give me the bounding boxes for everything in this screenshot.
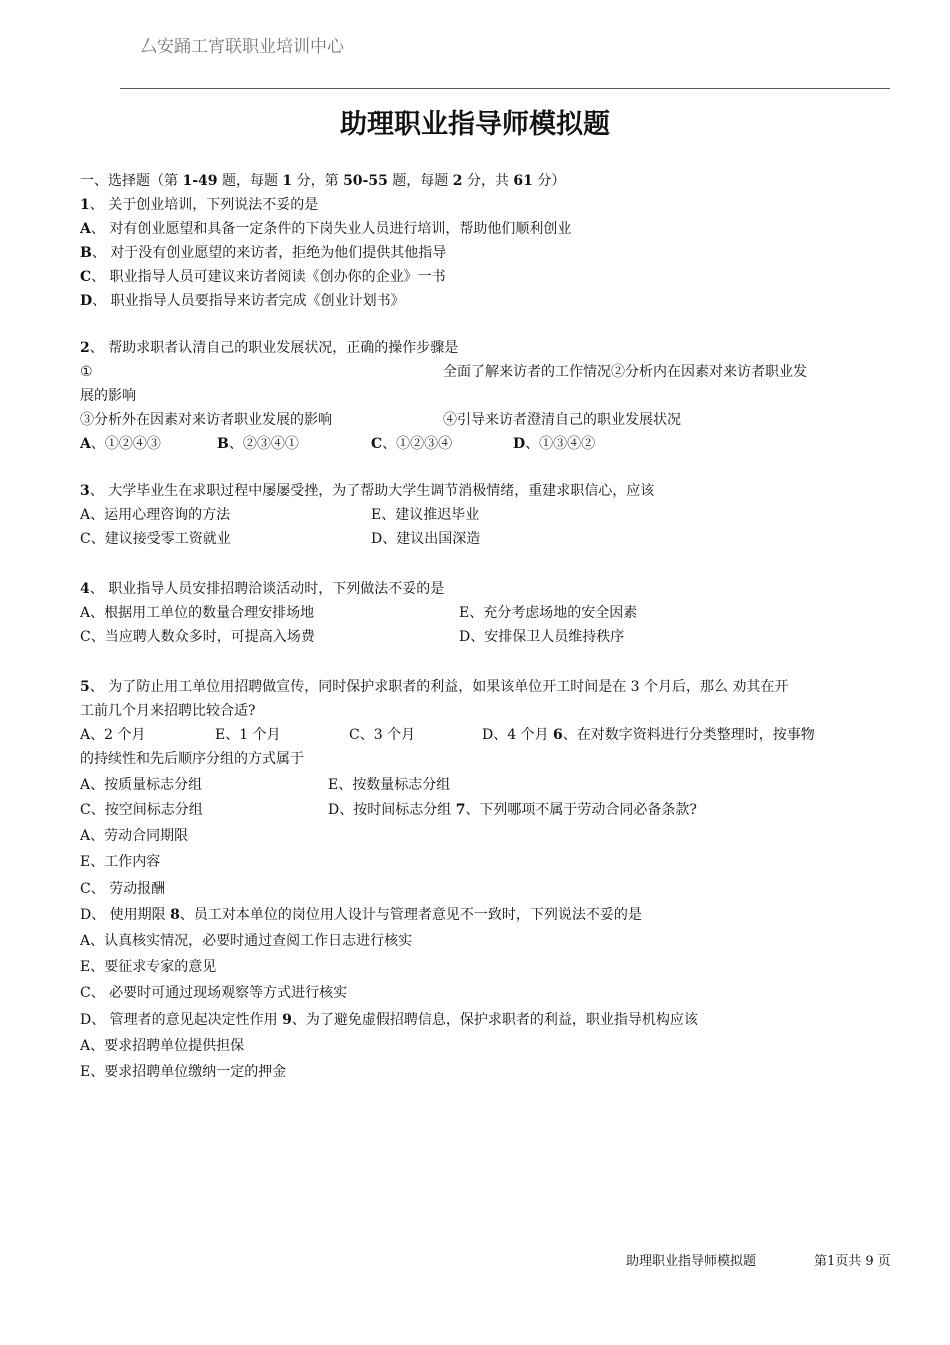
question-7-option-d-and-question-8-stem: D、 使用期限 8、员工对本单位的岗位用人设计与管理者意见不一致时，下列说法不妥的是 <box>80 907 642 923</box>
question-7-option-a: A、劳动合同期限 <box>80 828 189 844</box>
question-6-option-d-and-question-7-stem: D、按时间标志分组 7、下列哪项不属于劳动合同必备条款? <box>328 802 697 818</box>
document-title: 助理职业指导师模拟题 <box>340 109 610 140</box>
question-2-option-b: B、②③④① <box>217 436 299 452</box>
question-5-option-d-and-question-6-stem: D、4 个月 6、在对数字资料进行分类整理时，按事物 <box>482 727 815 743</box>
question-1-option-a: A、 对有创业愿望和具备一定条件的下岗失业人员进行培训，帮助他们顺利创业 <box>80 221 572 237</box>
question-2-option-c: C、①②③④ <box>371 436 453 452</box>
footer-page-number: 第1页共 9 页 <box>814 1254 891 1269</box>
question-1-stem: 1、 关于创业培训，下列说法不妥的是 <box>80 197 319 213</box>
question-4-option-a: A、根据用工单位的数量合理安排场地 <box>80 605 315 621</box>
question-6-option-b: E、按数量标志分组 <box>328 777 451 793</box>
question-2-step-3: ③分析外在因素对来访者职业发展的影响 <box>80 412 332 428</box>
question-2-step-marker: ① <box>80 364 93 380</box>
question-8-option-a: A、认真核实情况，必要时通过查阅工作日志进行核实 <box>80 933 413 949</box>
question-8-option-c: C、 必要时可通过现场观察等方式进行核实 <box>80 985 348 1001</box>
question-4-option-d: D、安排保卫人员维持秩序 <box>459 629 625 645</box>
question-3-option-b: E、建议推迟毕业 <box>371 507 480 523</box>
question-3-option-c: C、建议接受零工资就业 <box>80 531 231 547</box>
question-1-option-d: D、 职业指导人员要指导来访者完成《创业计划书》 <box>80 293 405 309</box>
question-2-steps-cont: 展的影响 <box>80 388 136 404</box>
footer-title: 助理职业指导师模拟题 <box>626 1254 757 1269</box>
question-5-stem: 5、 为了防止用工单位用招聘做宣传，同时保护求职者的利益，如果该单位开工时间是在 3 个月后，那么 劝其在开 <box>80 679 789 695</box>
question-7-option-b: E、工作内容 <box>80 854 161 870</box>
question-5-stem-cont: 工前几个月来招聘比较合适? <box>80 703 256 719</box>
question-6-stem-cont: 的持续性和先后顺序分组的方式属于 <box>80 751 304 767</box>
question-5-option-c: C、3 个月 <box>349 727 416 743</box>
question-3-stem: 3、 大学毕业生在求职过程中屡屡受挫，为了帮助大学生调节消极情绪，重建求职信心，应该 <box>80 483 655 499</box>
question-9-option-a: A、要求招聘单位提供担保 <box>80 1038 245 1054</box>
question-1-option-b: B、 对于没有创业愿望的来访者，拒绝为他们提供其他指导 <box>80 245 447 261</box>
question-6-option-c: C、按空间标志分组 <box>80 802 203 818</box>
question-6-option-a: A、按质量标志分组 <box>80 777 203 793</box>
question-4-option-b: E、充分考虑场地的安全因素 <box>459 605 638 621</box>
question-1-option-c: C、 职业指导人员可建议来访者阅读《创办你的企业》一书 <box>80 269 446 285</box>
header-organization: 厶安踊工宵联职业培训中心 <box>140 37 344 57</box>
question-3-option-a: A、运用心理咨询的方法 <box>80 507 231 523</box>
question-9-option-b: E、要求招聘单位缴纳一定的押金 <box>80 1064 287 1080</box>
section-heading: 一、选择题（第 1-49 题，每题 1 分，第 50-55 题，每题 2 分，共 61 分） <box>80 173 566 189</box>
question-4-stem: 4、 职业指导人员安排招聘洽谈活动时，下列做法不妥的是 <box>80 581 445 597</box>
question-2-option-d: D、①③④② <box>513 436 596 452</box>
question-2-step-4: ④引导来访者澄清自己的职业发展状况 <box>443 412 681 428</box>
question-2-steps-1-2: 全面了解来访者的工作情况②分析内在因素对来访者职业发 <box>443 364 807 380</box>
question-3-option-d: D、建议出国深造 <box>371 531 481 547</box>
question-5-option-a: A、2 个月 <box>80 727 146 743</box>
question-7-option-c: C、 劳动报酬 <box>80 881 166 897</box>
question-8-option-b: E、要征求专家的意见 <box>80 959 217 975</box>
question-8-option-d-and-question-9-stem: D、 管理者的意见起决定性作用 9、为了避免虚假招聘信息，保护求职者的利益，职业指导机构应该 <box>80 1012 698 1028</box>
question-2-stem: 2、 帮助求职者认清自己的职业发展状况，正确的操作步骤是 <box>80 340 459 356</box>
question-2-option-a: A、①②④③ <box>80 436 161 452</box>
question-4-option-c: C、当应聘人数众多时，可提高入场费 <box>80 629 315 645</box>
header-divider <box>120 88 890 89</box>
question-5-option-b: E、1 个月 <box>215 727 281 743</box>
